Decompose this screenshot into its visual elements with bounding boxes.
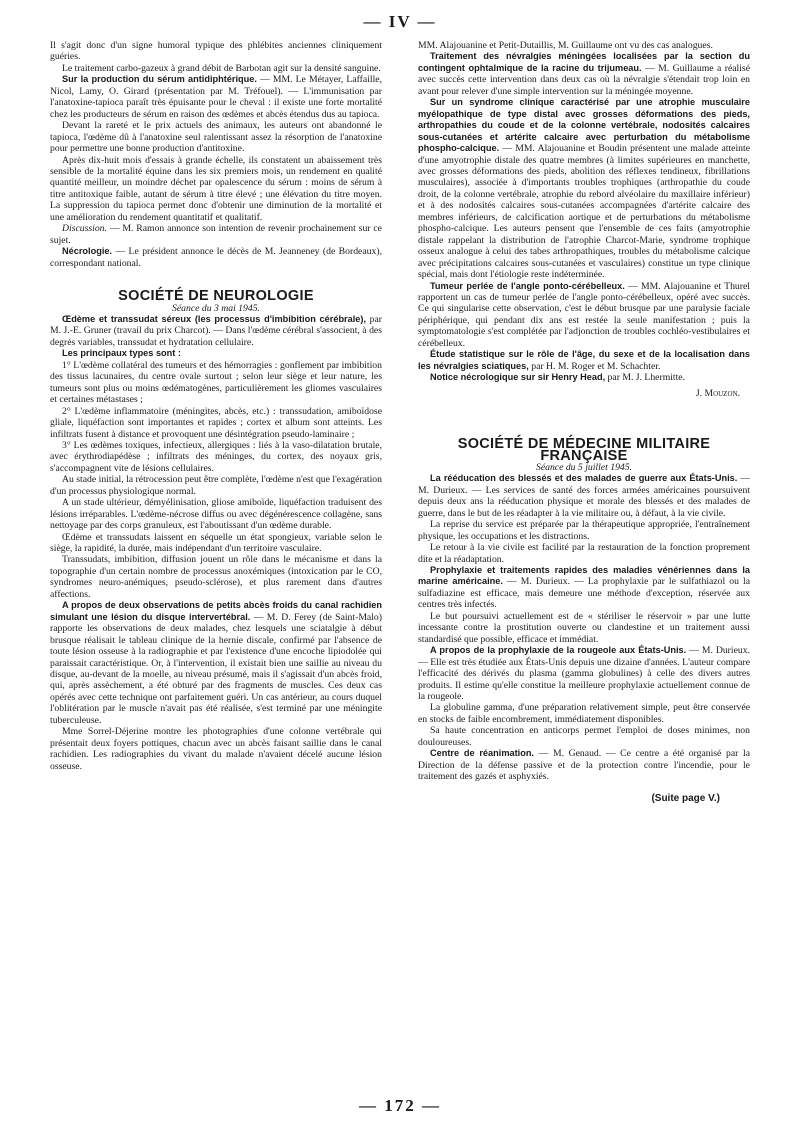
paragraph-body: — Le président annonce le décès de M. Jeanneney (de Bordeaux), correspondant national. [50,246,382,269]
paragraph-body: — M. Genaud. — Ce centre a été organisé par la Direction de la défense passive et de la protection contre l'incendie, pour le traitement des gazés et asphyxiés. [418,748,750,783]
paragraph: A un stade ultérieur, démyélinisation, gliose amiboïde, liquéfaction traduisent des lésions irréparables. L'œdème-nécrose diffus ou avec dégénérescence collagène, sans nettoyage par des corps granuleux, est l'aboutissant d'un œdème durable. [50,497,382,532]
paragraph [50,600,382,726]
paragraph-body: — M. D. Ferey (de Saint-Malo) rapporte les observations de deux malades, chez lesquels une sciatalgie à début brusque réalisait le tableau clinique de la hernie discale, confirmé par l'absence de toute lésion osseuse à la radiographie et par l'existence d'une encoche lipiodolée qui paraissait caractéristique. Or, à l'intervention, il existait bien une saillie au niveau du disque, au-devant de la moelle, au niveau présumé, mais il s'agissait d'un abcès froid, qui, après assèchement, a été obturé par des fragments de muscles. Ces deux cas opérés avec cette technique ont parfaitement guéri. Un cas antérieur, au cours duquel l'oblitération par le muscle n'avait pas été réalisée, s'est terminé par une méningite tuberculeuse. [50,611,382,726]
paragraph: Œdème et transsudats laissent en séquelle un état spongieux, variable selon le siège, la rapidité, la durée, mais indépendant d'un territoire vasculaire. [50,531,382,555]
paragraph-title: A propos de deux observations de petits abcès froids du canal rachidien simulant une lésion du disque intervertébral. [50,600,382,622]
paragraph: 2° L'œdème inflammatoire (méningites, abcès, etc.) : transsudation, amiboïdose gliale, liquéfaction sont importantes et rapides ; cortex et album sont atteints. Les infiltrats fusent à distance et provoquent une désintégration pseudo-laminaire ; [50,405,382,440]
paragraph [418,748,750,782]
paragraph-title: Centre de réanimation. [430,748,534,759]
paragraph-body: — M. Durieux. — Les services de santé des forces armées américaines poursuivent depuis deux ans la rééducation physique et morale des blessés et des malades de guerre, dans le but de les réadapter à la vie militaire ou, à défaut, à la vie civile. [418,473,751,519]
paragraph-title: Les principaux types sont : [62,348,181,359]
paragraph [418,372,750,383]
paragraph-title: Traitement des névralgies méningées localisées par la section du contingent ophtalmique de la racine du trijumeau. [418,51,750,73]
paragraph: La globuline gamma, d'une préparation relativement simple, peut être conservée en stocks de faible encombrement, immédiatement disponibles. [418,702,750,725]
paragraph-body: par M. J.-E. Gruner (travail du prix Charcot). — Dans l'œdème cérébral s'associent, à des degrés variables, transsudat et hydratation cellulaire. [50,313,383,348]
paragraph: Sa haute concentration en anticorps permet l'emploi de doses minimes, non douloureuses. [418,725,750,748]
paragraph: La reprise du service est préparée par la thérapeutique appropriée, l'entraînement physique, les occupations et les distractions. [418,519,750,542]
paragraph-body: — M. Ramon annonce son intention de revenir prochainement sur ce sujet. [50,223,382,246]
paragraph-body: par M. J. Lhermitte. [605,372,686,384]
seance-date: Séance du 5 juillet 1945. [535,461,633,473]
paragraph-title: La rééducation des blessés et des malades de guerre aux États-Unis. [430,473,738,484]
paragraph-title: Nécrologie. [62,246,113,257]
paragraph: Devant la rareté et le prix actuels des animaux, les auteurs ont abandonné le tapioca, l'œdème dû à l'anatoxine seul ralentissant assez la résorption de l'anatoxine pour permettre une bonne production d'antitoxine. [50,120,382,155]
paragraph: Après dix-huit mois d'essais à grande échelle, ils constatent un abaissement très sensible de la mortalité équine dans les six premiers mois, un rendement en qualité quantité meilleur, un moindre déchet par opalescence du sérum : moins de sérum à titre antitoxique faible, autant de sérum à titre élevé ; une élévation du titre moyen. La suppression du tapioca permet donc d'obtenir une diminution de la mortalité et une amélioration du rendement quantitatif et qualitatif. [50,154,382,223]
page-header: — IV — [363,12,437,31]
paragraph [50,74,382,120]
paragraph: Il s'agit donc d'un signe humoral typique des phlébites anciennes cliniquement guéries. [50,40,382,63]
paragraph: Au stade initial, la rétrocession peut être complète, l'œdème n'est que l'exagération d'un processus physiologique normal. [50,474,382,497]
continued-note: (Suite page V.) [651,792,720,804]
right-column [418,40,750,804]
paragraph-body: — MM. Alajouanine et Thurel rapportent un cas de tumeur perlée de l'angle ponto-cérébelleux, opéré avec succès. Ce qui singularise cette observation, c'est le début brusque par une paralysie faciale périphérique, qui pendant dix ans est restée la seule manifestation ; puis la symptomatologie s'est complétée par l'adjonction de troubles cochléo-vestibulaires et cérébelleux. [418,280,750,349]
paragraph: Le but poursuivi actuellement est de « stériliser le réservoir » par une lutte incessante contre la prostitution ouverte ou clandestine et un traitement aussi standardisé que possible, efficace et immédiat. [418,610,750,645]
paragraph: 1° L'œdème collatéral des tumeurs et des hémorragies : gonflement par imbibition des tissus lacunaires, du centre ovale surtout ; selon leur siège et leur nature, les tumeurs sont plus ou moins œdématogènes, particulièrement les gliomes vasculaires et certaines métastases ; [50,359,382,406]
paragraph-body: — M. Durieux. — La prophylaxie par le sulfathiazol ou la sulfadiazine est efficace, mais demeure une méthode d'exception, réservée aux centres très infectés. [418,576,750,611]
paragraph-body: — M. Durieux. — Elle est très étudiée aux États-Unis depuis une dizaine d'années. L'auteur compare l'efficacité des dérivés du plasma (gamma globulines) à celle des divers autres produits. Il estime qu'elle constitue la meilleure prophylaxie actuellement connue de la rougeole. [418,645,750,703]
paragraph: Le traitement carbo-gazeux à grand débit de Barbotan agit sur la densité sanguine. [62,62,381,74]
paragraph: Transsudats, imbibition, diffusion jouent un rôle dans le mécanisme et dans la topographie d'un certain nombre de processus anoxémiques (intoxication par le CO, syndromes neuro-anémiques, pseudo-sclérose), et plus rarement dans d'autres affections. [50,554,382,600]
paragraph [418,565,750,611]
paragraph-body: — MM. Alajouanine et Boudin présentent une malade atteinte d'une amyotrophie distale des quatre membres (à limites supérieures en manchette, avec grosses déformations des pieds, abolition des réflexes tendineux, fibrillations musculaires), associée à d'importants troubles trophiques (arthropathie du coude droit, de la colonne vertébrale, atrophie du rebord alvéolaire du maxillaire inférieur) et à des nodosités calcaires sous-cutanées accompagnées d'artérite calcaire des membres inférieurs, de calcification aortique et de perturbations du métabolisme phospho-calcique. Les auteurs pensent que l'ensemble de ces faits (amyotrophie distale rappelant la distribution de l'atrophie Charcot-Marie, syndrome trophique osseux analogue à celui des tabes arthropathiques, troubles du métabolisme calcique avec précipitations calcaires sous-cutanées et vasculaires) constitue un type clinique spécial, mais dont l'étiologie reste indéterminée. [418,143,750,281]
paragraph-title: Prophylaxie et traitements rapides des maladies vénériennes dans la marine américaine. [418,565,750,587]
paragraph-body: — M. Guillaume a réalisé avec succès cette intervention dans deux cas où la névralgie s'étendait trop loin en avant pour relever d'une simple intervention sur la méningée moyenne. [418,62,750,97]
paragraph: Mme Sorrel-Déjerine montre les photographies d'une colonne vertébrale qui présentait deux foyers pottiques, chacun avec un abcès faisant saillie dans le canal rachidien. Les radiographies du vivant du malade n'avaient décelé aucune lésion osseuse. [50,726,382,772]
paragraph-title: A propos de la prophylaxie de la rougeole aux États-Unis. [430,645,687,656]
paragraph [418,349,750,372]
paragraph: Le retour à la vie civile est facilité par la restauration de la fonction proprement dite et la réadaptation. [418,542,750,565]
paragraph [50,223,382,246]
paragraph [418,281,750,350]
paragraph [418,473,750,519]
section-title: SOCIÉTÉ DE MÉDECINE MILITAIRE FRANÇAISE [457,436,711,464]
seance-date: Séance du 3 mai 1945. [172,302,260,314]
paragraph-title: Œdème et transsudat séreux (les processus d'imbibition cérébrale), [62,313,367,324]
paragraph-title: Discussion. [62,223,107,235]
paragraph [50,348,382,359]
paragraph-body: par H. M. Roger et M. Schachter. [528,360,661,372]
paragraph-body: — MM. Le Métayer, Laffaille, Nicol, Lamy, O. Girard (présentation par M. Tréfouel). — L'immunisation par l'anatoxine-tapioca paraît très épuisante pour le cheval : il existe une forte mortalité chez les producteurs de sérum en raison des œdèmes et abcès étendus dus au tapioca. [50,74,383,120]
paragraph [50,314,382,348]
paragraph: MM. Alajouanine et Petit-Dutaillis, M. Guillaume ont vu des cas analogues. [418,40,713,51]
paragraph-title: Sur un syndrome clinique caractérisé par une atrophie musculaire myélopathique de type distal avec grosses déformations des pieds, arthropathies du coude et de la colonne vertébrale, nodosités calcaires sous-cutanées et artérite calcaire avec perturbation du métabolisme phospho-calcique. [418,97,750,154]
paragraph-title: Étude statistique sur le rôle de l'âge, du sexe et de la localisation dans les névralgies sciatiques, [418,349,750,371]
section-title: SOCIÉTÉ DE NEUROLOGIE [118,288,314,305]
paragraph [418,97,750,280]
paragraph [418,645,750,702]
signature: J. Mouzon. [695,387,740,399]
paragraph: 3° Les œdèmes toxiques, infectieux, allergiques : liés à la vaso-dilatation brutale, avec érythrodiapédèse ; infiltrats des méninges, du cortex, des noyaux gris, s'accompagnent vite de lésions cellulaires. [50,439,382,474]
paragraph-title: Sur la production du sérum antidiphtérique. [62,74,257,85]
paragraph-title: Notice nécrologique sur sir Henry Head, [430,372,606,383]
page-number: — 172 — [359,1096,441,1115]
paragraph [418,51,750,97]
paragraph [50,246,382,269]
left-column [50,40,382,772]
paragraph-title: Tumeur perlée de l'angle ponto-cérébelleux. [430,280,625,291]
